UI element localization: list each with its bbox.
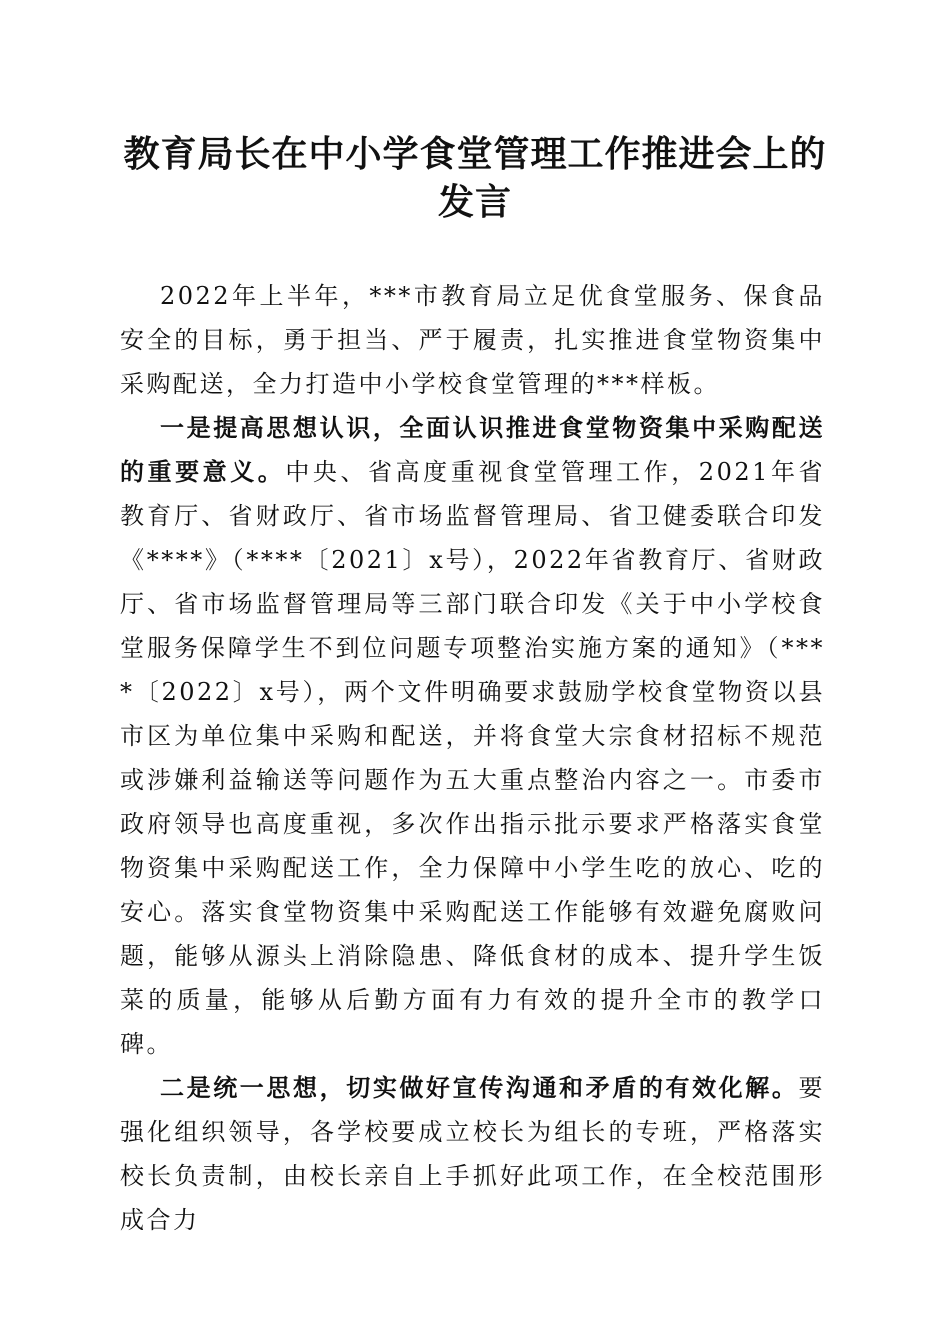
paragraph-lead: 一是提高思想认识，全面认识推进食堂物资集中采购配送的重要意义。 — [120, 413, 825, 486]
paragraph-point-two — [120, 1066, 825, 1242]
paragraph-text: 2022年上半年，***市教育局立足优食堂服务、保食品安全的目标，勇于担当、严于履责，扎实推进食堂物资集中采购配送，全力打造中小学校食堂管理的***样板。 — [120, 282, 825, 398]
paragraph-lead: 二是统一思想，切实做好宣传沟通和矛盾的有效化解。 — [160, 1073, 799, 1102]
document-title: 教育局长在中小学食堂管理工作推进会上的发言 — [123, 133, 827, 223]
paragraph-text: 中央、省高度重视食堂管理工作，2021年省教育厅、省财政厅、省市场监督管理局、省卫健委联合印发《****》（****〔2021〕x号），2022年省教育厅、省财政厅、省市场监督管理局等三部门联合印发《关于中小学校食堂服务保障学生不到位问题专项整治实施方案的通知》（****〔2022〕x号），两个文件明确要求鼓励学校食堂物资以县市区为单位集中采购和配送，并将食堂大宗食材招标不规范或涉嫌利益输送等问题作为五大重点整治内容之一。市委市政府领导也高度重视，多次作出指示批示要求严格落实食堂物资集中采购配送工作，全力保障中小学生吃的放心、吃的安心。落实食堂物资集中采购配送工作能够有效避免腐败问题，能够从源头上消除隐患、降低食材的成本、提升学生饭菜的质量，能够从后勤方面有力有效的提升全市的教学口碑。 — [120, 458, 826, 1058]
document-body — [120, 274, 825, 1242]
paragraph-point-one — [120, 406, 825, 1066]
paragraph-text: 要强化组织领导，各学校要成立校长为组长的专班，严格落实校长负责制，由校长亲自上手抓好此项工作，在全校范围形成合力 — [120, 1074, 825, 1234]
paragraph-intro — [120, 274, 825, 406]
